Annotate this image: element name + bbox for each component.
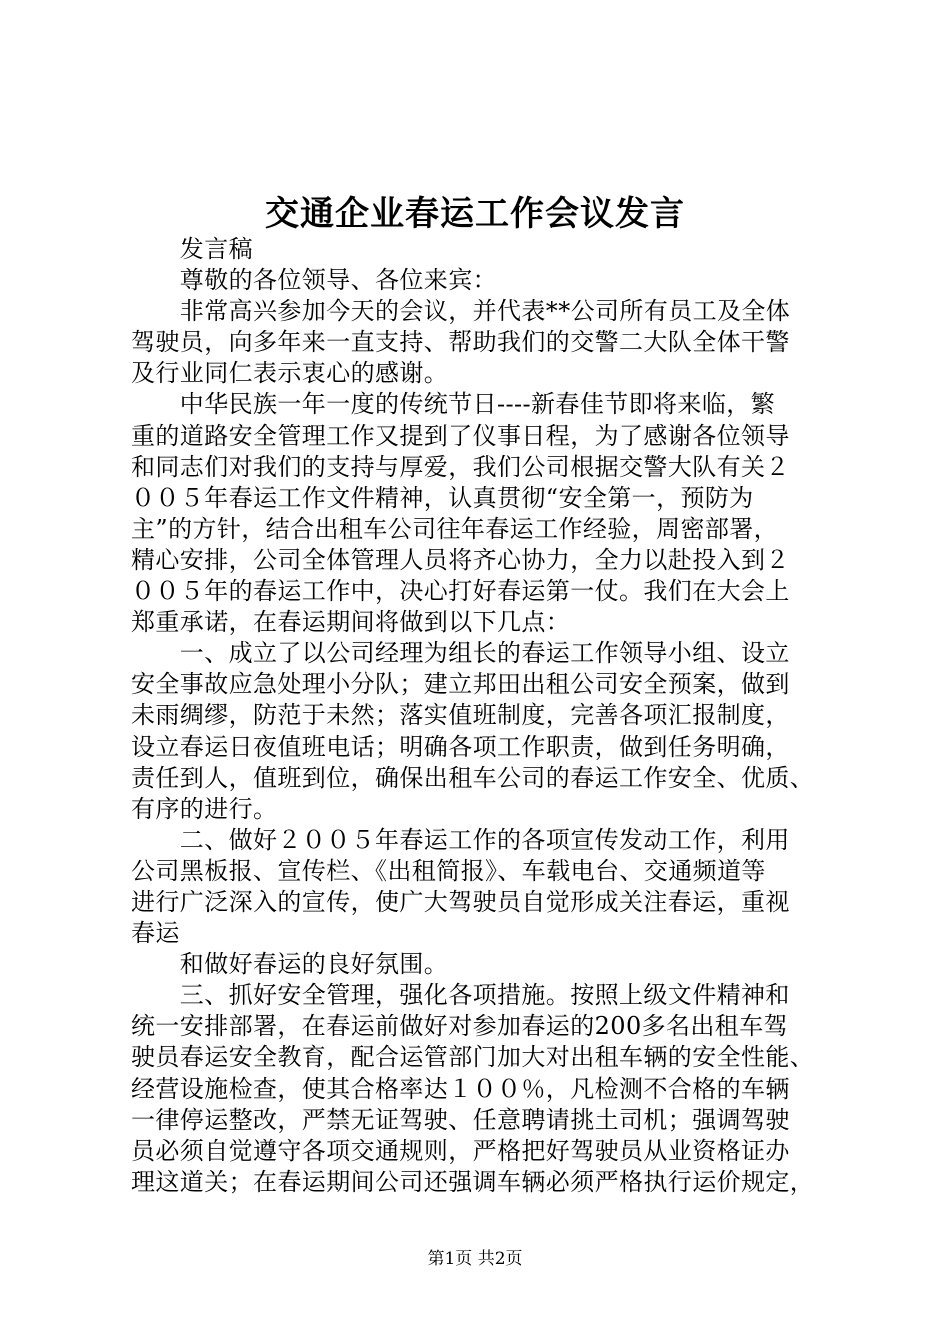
body-text-line: 发言稿 bbox=[131, 235, 253, 263]
body-text-line: 进行广泛深入的宣传，使广大驾驶员自觉形成关注春运，重视 bbox=[131, 887, 790, 916]
body-text-line: 员必须自觉遵守各项交通规则，严格把好驾驶员从业资格证办 bbox=[131, 1136, 790, 1165]
body-text-line: 驶员春运安全教育，配合运管部门加大对出租车辆的安全性能、 bbox=[131, 1043, 815, 1072]
body-text-line: 一律停运整改，严禁无证驾驶、任意聘请挑土司机；强调驾驶 bbox=[131, 1105, 790, 1134]
page-footer: 第1页 共2页 bbox=[427, 1249, 523, 1269]
body-text-line: 公司黑板报、宣传栏、《出租简报》、车载电台、交通频道等 bbox=[131, 856, 766, 885]
body-text-line: 二、做好２００５年春运工作的各项宣传发动工作，利用 bbox=[131, 825, 790, 854]
body-text-line: 和做好春运的良好氛围。 bbox=[131, 950, 449, 979]
body-text-line: ００５年的春运工作中，决心打好春运第一仗。我们在大会上 bbox=[131, 577, 790, 606]
body-text-line: 重的道路安全管理工作又提到了仪事日程，为了感谢各位领导 bbox=[131, 421, 790, 450]
body-text-line: 有序的进行。 bbox=[131, 794, 278, 823]
body-text-line: 中华民族一年一度的传统节日----新春佳节即将来临，繁 bbox=[131, 390, 776, 419]
document-body bbox=[131, 234, 831, 1198]
body-text-line: 设立春运日夜值班电话；明确各项工作职责，做到任务明确， bbox=[131, 732, 790, 761]
body-text-line: 精心安排，公司全体管理人员将齐心协力，全力以赴投入到２ bbox=[131, 545, 790, 574]
body-text-line: 尊敬的各位领导、各位来宾： bbox=[131, 266, 497, 295]
body-text-line: 责任到人，值班到位，确保出租车公司的春运工作安全、优质、 bbox=[131, 763, 815, 792]
body-text-line: 理这道关；在春运期间公司还强调车辆必须严格执行运价规定， bbox=[131, 1167, 815, 1196]
body-text-line: 未雨绸缪，防范于未然；落实值班制度，完善各项汇报制度， bbox=[131, 701, 790, 730]
body-text-line: ００５年春运工作文件精神，认真贯彻“安全第一，预防为 bbox=[131, 483, 754, 512]
body-text-line: 统一安排部署，在春运前做好对参加春运的200多名出租车驾 bbox=[131, 1012, 789, 1041]
body-text-line: 驾驶员，向多年来一直支持、帮助我们的交警二大队全体干警 bbox=[131, 328, 790, 357]
body-text-line: 主”的方针，结合出租车公司往年春运工作经验，周密部署， bbox=[131, 514, 779, 543]
body-text-line: 安全事故应急处理小分队；建立邦田出租公司安全预案，做到 bbox=[131, 670, 790, 699]
body-text-line: 一、成立了以公司经理为组长的春运工作领导小组、设立 bbox=[131, 639, 790, 668]
body-text-line: 非常高兴参加今天的会议，并代表**公司所有员工及全体 bbox=[131, 297, 791, 326]
body-text-line: 春运 bbox=[131, 919, 180, 948]
body-text-line: 三、抓好安全管理，强化各项措施。按照上级文件精神和 bbox=[131, 981, 790, 1010]
body-text-line: 郑重承诺，在春运期间将做到以下几点： bbox=[131, 608, 571, 637]
body-text-line: 经营设施检查，使其合格率达１００％，凡检测不合格的车辆 bbox=[131, 1074, 790, 1103]
document-title: 交通企业春运工作会议发言 bbox=[265, 194, 685, 234]
body-text-line: 及行业同仁表示衷心的感谢。 bbox=[131, 359, 449, 388]
body-text-line: 和同志们对我们的支持与厚爱，我们公司根据交警大队有关２ bbox=[131, 452, 790, 481]
